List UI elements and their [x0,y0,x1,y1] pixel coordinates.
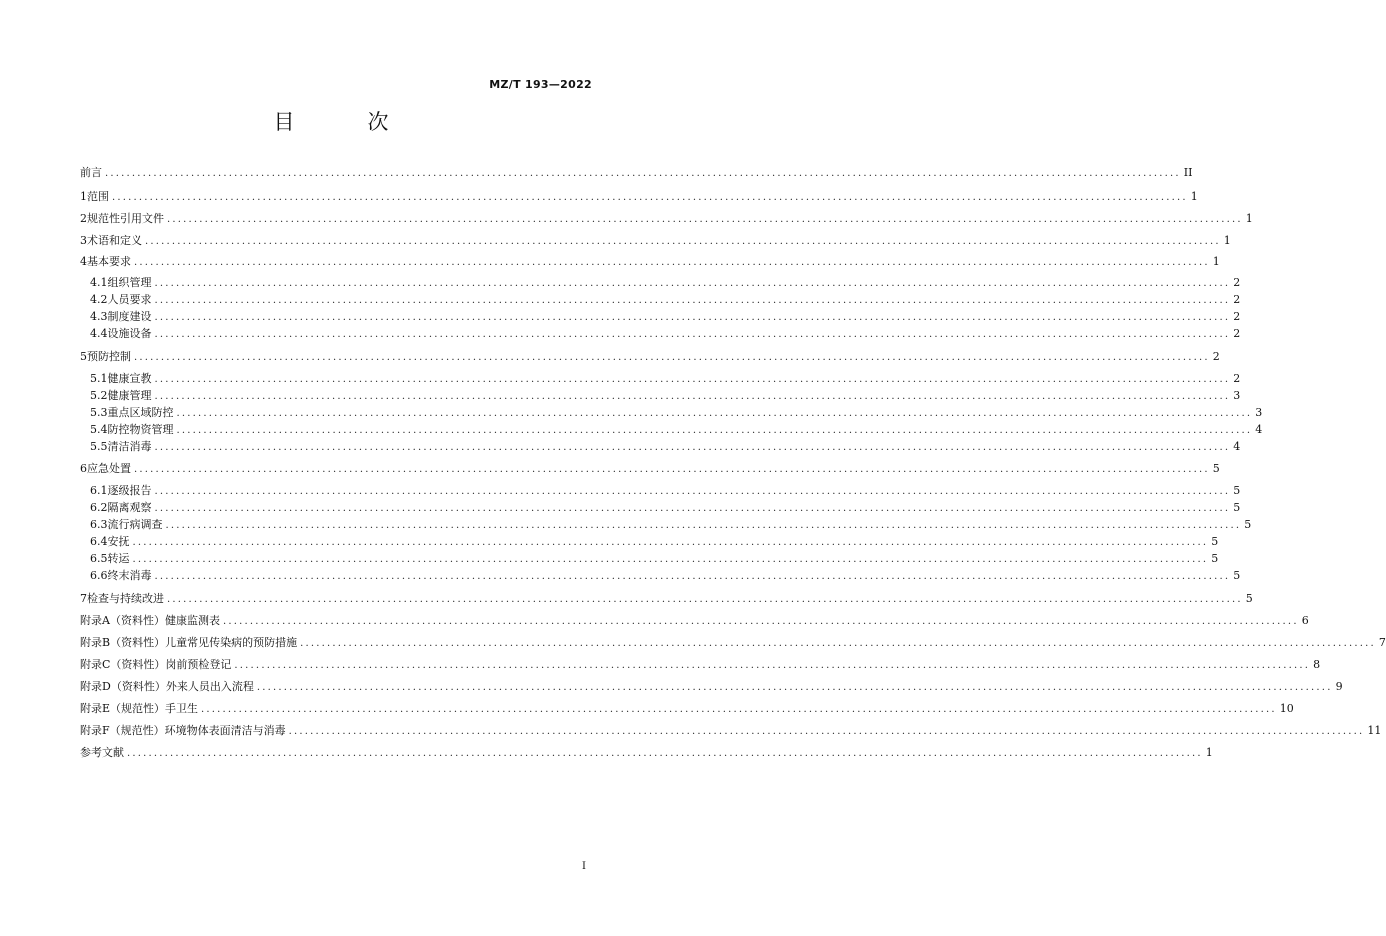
page-title: 目 次 [273,110,415,134]
toc-entry[interactable] [90,533,1219,550]
toc-leader-dots: ........................................................................................................................................................................................................ [167,214,1243,225]
toc-entry-number: 4.1 [90,276,108,289]
toc-entry[interactable] [80,232,1231,249]
toc-entry-title: 制度建设 [107,310,152,323]
toc-entry[interactable] [80,612,1309,629]
toc-entry-title: 重点区域防控 [107,406,174,419]
toc-entry-number: 5.5 [90,440,108,453]
toc-leader-dots: ........................................................................................................................................................................................................ [154,295,1231,306]
toc-entry[interactable] [80,164,1193,181]
toc-entry-number: 6.2 [90,501,108,514]
toc-entry-page: 1 [1212,255,1220,268]
toc-entry-title: 防控物资管理 [107,423,174,436]
toc-entry-number: 6.4 [90,535,108,548]
toc-entry-number: 5 [80,350,87,363]
toc-entry-page: 7 [1378,636,1386,649]
toc-entry[interactable] [80,678,1343,695]
toc-entry-page: 1 [1223,234,1231,247]
toc-entry-title: 检查与持续改进 [87,592,164,605]
toc-leader-dots: ........................................................................................................................................................................................................ [176,425,1253,436]
toc-entry-title: 基本要求 [87,255,131,268]
toc-leader-dots: ........................................................................................................................................................................................................ [154,442,1231,453]
toc-entry-number: 6.3 [90,518,108,531]
toc-entry-number: 6.6 [90,569,108,582]
toc-entry-page: 4 [1233,440,1241,453]
toc-entry[interactable] [90,370,1241,387]
toc-entry-title: 参考文献 [80,746,124,759]
toc-leader-dots: ........................................................................................................................................................................................................ [201,704,1277,715]
toc-entry-page: 2 [1233,327,1241,340]
toc-entry-title: 外来人员出入流程 [165,680,254,693]
toc-entry[interactable] [80,634,1386,651]
toc-entry-page: II [1183,166,1193,179]
toc-entry[interactable] [80,210,1253,227]
toc-entry-number: 6.5 [90,552,108,565]
toc-entry-title: 隔离观察 [107,501,152,514]
toc-entry-page: 3 [1255,406,1263,419]
toc-leader-dots: ........................................................................................................................................................................................................ [134,464,1210,475]
toc-entry-page: 11 [1367,724,1382,737]
toc-entry-number: 6.1 [90,484,108,497]
toc-entry[interactable] [80,700,1294,717]
toc-entry-page: 2 [1233,372,1241,385]
standard-code: MZ/T 193—2022 [489,78,592,91]
toc-leader-dots: ........................................................................................................................................................................................................ [154,312,1231,323]
toc-entry-number: 1 [80,190,87,203]
toc-entry[interactable] [80,722,1382,739]
toc-entry-number: 5.1 [90,372,108,385]
toc-entry-number: 附录C（资料性） [80,658,166,671]
toc-entry-title: 人员要求 [107,293,152,306]
toc-entry-page: 5 [1211,552,1219,565]
toc-leader-dots: ........................................................................................................................................................................................................ [154,374,1231,385]
toc-entry-page: 8 [1313,658,1321,671]
toc-leader-dots: ........................................................................................................................................................................................................ [112,192,1188,203]
toc-entry[interactable] [90,325,1241,342]
toc-entry-title: 范围 [87,190,109,203]
toc-entry[interactable] [80,188,1198,205]
toc-entry[interactable] [80,744,1213,761]
toc-entry-page: 10 [1279,702,1294,715]
toc-entry[interactable] [90,274,1241,291]
toc-entry[interactable] [80,348,1220,365]
toc-entry-page: 3 [1233,389,1241,402]
toc-entry-number: 5.2 [90,389,108,402]
toc-entry-number: 附录D（资料性） [80,680,166,693]
toc-leader-dots: ........................................................................................................................................................................................................ [132,537,1209,548]
toc-entry-page: 6 [1301,614,1309,627]
toc-entry-page: 9 [1335,680,1343,693]
toc-entry[interactable] [80,253,1220,270]
toc-leader-dots: ........................................................................................................................................................................................................ [154,571,1231,582]
toc-entry[interactable] [80,656,1321,673]
toc-entry-number: 4.4 [90,327,108,340]
toc-entry[interactable] [90,387,1241,404]
toc-entry[interactable] [90,550,1219,567]
toc-entry-number: 2 [80,212,87,225]
toc-leader-dots: ........................................................................................................................................................................................................ [154,486,1231,497]
toc-entry-number: 6 [80,462,87,475]
toc-entry-page: 1 [1190,190,1198,203]
toc-entry-number: 5.3 [90,406,108,419]
toc-entry[interactable] [90,291,1241,308]
toc-entry-title: 规范性引用文件 [87,212,164,225]
toc-leader-dots: ........................................................................................................................................................................................................ [134,352,1210,363]
toc-entry-title: 设施设备 [107,327,152,340]
toc-leader-dots: ........................................................................................................................................................................................................ [288,726,1365,737]
toc-entry-page: 5 [1245,592,1253,605]
toc-entry-page: 4 [1255,423,1263,436]
toc-leader-dots: ........................................................................................................................................................................................................ [234,660,1311,671]
toc-entry-number: 附录E（规范性） [80,702,166,715]
toc-leader-dots: ........................................................................................................................................................................................................ [256,682,1333,693]
toc-leader-dots: ........................................................................................................................................................................................................ [167,594,1243,605]
toc-entry[interactable] [90,499,1241,516]
toc-leader-dots: ........................................................................................................................................................................................................ [134,257,1210,268]
toc-entry-title: 清洁消毒 [107,440,152,453]
toc-entry-number: 附录B（资料性） [80,636,166,649]
toc-entry-page: 5 [1233,484,1241,497]
toc-entry-title: 术语和定义 [87,234,142,247]
toc-leader-dots: ........................................................................................................................................................................................................ [165,520,1242,531]
toc-entry-page: 2 [1233,276,1241,289]
toc-leader-dots: ........................................................................................................................................................................................................ [132,554,1209,565]
toc-leader-dots: ........................................................................................................................................................................................................ [300,638,1376,649]
toc-leader-dots: ........................................................................................................................................................................................................ [154,329,1231,340]
toc-entry-number: 5.4 [90,423,108,436]
toc-entry-title: 手卫生 [165,702,199,715]
toc-entry-page: 5 [1244,518,1252,531]
toc-entry-title: 健康宣教 [107,372,152,385]
toc-entry-title: 转运 [107,552,130,565]
toc-leader-dots: ........................................................................................................................................................................................................ [154,391,1231,402]
toc-entry-title: 应急处置 [87,462,131,475]
toc-entry-title: 儿童常见传染病的预防措施 [165,636,298,649]
toc-entry-page: 5 [1233,501,1241,514]
toc-entry[interactable] [90,516,1252,533]
toc-entry[interactable] [90,482,1241,499]
toc-entry-page: 2 [1212,350,1220,363]
toc-entry[interactable] [80,590,1253,607]
toc-entry-number: 附录F（规范性） [80,724,165,737]
toc-entry-title: 组织管理 [107,276,152,289]
toc-entry-page: 5 [1233,569,1241,582]
toc-entry-title: 前言 [80,166,102,179]
toc-entry-number: 附录A（资料性） [80,614,165,627]
toc-leader-dots: ........................................................................................................................................................................................................ [105,168,1181,179]
toc-entry-title: 安抚 [107,535,130,548]
toc-entry-title: 健康管理 [107,389,152,402]
toc-entry-title: 终末消毒 [107,569,152,582]
page-number: I [582,861,586,872]
toc-leader-dots: ........................................................................................................................................................................................................ [154,503,1231,514]
toc-entry-page: 2 [1233,310,1241,323]
toc-entry-number: 7 [80,592,87,605]
toc-entry[interactable] [90,404,1263,421]
toc-entry-title: 逐级报告 [107,484,152,497]
toc-entry-number: 4 [80,255,87,268]
toc-entry-page: 5 [1212,462,1220,475]
toc-entry-title: 健康监测表 [164,614,220,627]
toc-entry-number: 4.3 [90,310,108,323]
toc-entry[interactable] [90,438,1241,455]
toc-entry[interactable] [80,460,1220,477]
toc-entry-title: 岗前预检登记 [165,658,232,671]
toc-entry-page: 2 [1233,293,1241,306]
toc-leader-dots: ........................................................................................................................................................................................................ [145,236,1221,247]
toc-leader-dots: ........................................................................................................................................................................................................ [222,616,1299,627]
toc-entry-title: 预防控制 [87,350,131,363]
toc-entry-page: 5 [1211,535,1219,548]
toc-leader-dots: ........................................................................................................................................................................................................ [154,278,1231,289]
toc-leader-dots: ........................................................................................................................................................................................................ [127,748,1203,759]
toc-leader-dots: ........................................................................................................................................................................................................ [176,408,1253,419]
toc-entry-number: 4.2 [90,293,108,306]
toc-entry-title: 环境物体表面清洁与消毒 [164,724,286,737]
toc-entry[interactable] [90,567,1241,584]
toc-entry-number: 3 [80,234,87,247]
toc-entry[interactable] [90,421,1263,438]
toc-entry-page: 1 [1205,746,1213,759]
toc-entry-page: 1 [1245,212,1253,225]
toc-entry-title: 流行病调查 [107,518,163,531]
toc-entry[interactable] [90,308,1241,325]
